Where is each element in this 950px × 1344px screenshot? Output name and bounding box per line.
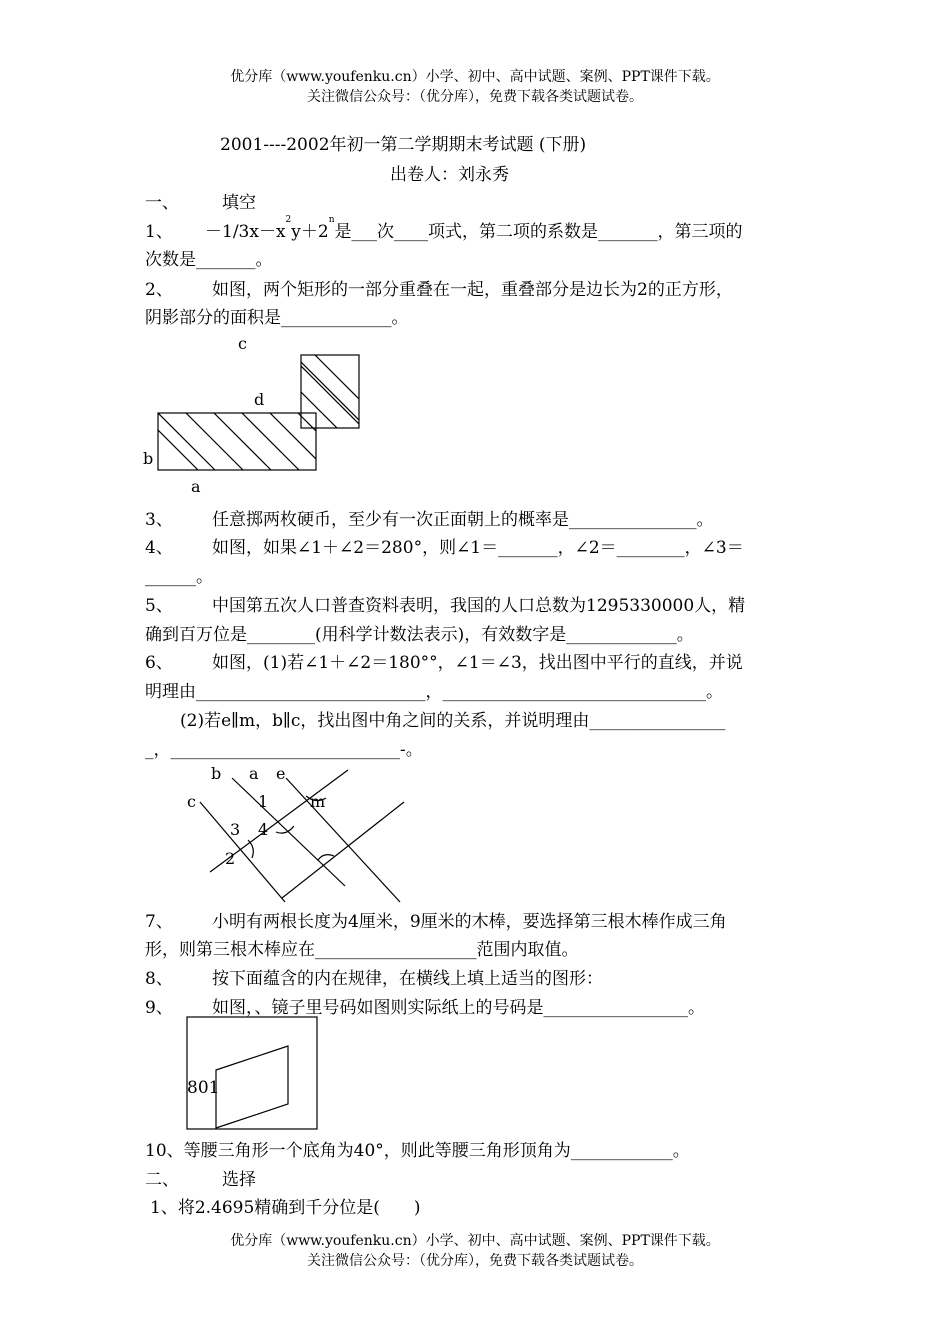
- angle-4-arc: [276, 826, 294, 833]
- q5-number: 5、: [145, 596, 173, 616]
- large-rectangle: [158, 413, 316, 470]
- q1-sup-a: 2: [285, 215, 292, 225]
- figure-intersecting-lines: [190, 760, 420, 910]
- fig2-label-a: a: [191, 477, 201, 496]
- header-line-2: 关注微信公众号：（优分库），免费下载各类试题试卷。: [307, 89, 643, 105]
- q5-line-1: 中国第五次人口普查资料表明，我国的人口总数为1295330000人，精: [212, 596, 746, 616]
- figure-overlapping-rectangles: [150, 350, 370, 475]
- fig6-label-m: m: [310, 792, 326, 811]
- q4-line-1: 如图，如果∠1＋∠2＝280°，则∠1＝_______，∠2＝________，∠3＝: [212, 538, 744, 558]
- q4-line-2: ______。: [145, 567, 213, 587]
- q7-line-1: 小明有两根长度为4厘米，9厘米的木棒，要选择第三根木棒作成三角: [212, 912, 727, 932]
- author-line: 出卷人：刘永秀: [390, 165, 509, 185]
- q2-number: 2、: [145, 280, 173, 300]
- q1-line-2: 次数是_______。: [145, 250, 273, 270]
- q1-term-b: y＋2: [291, 222, 329, 242]
- q10-text: 10、等腰三角形一个底角为40°，则此等腰三角形顶角为____________。: [145, 1141, 690, 1161]
- q8-text: 按下面蕴含的内在规律，在横线上填上适当的图形：: [212, 969, 603, 989]
- footer-line-1: 优分库（www.youfenku.cn）小学、初中、高中试题、案例、PPT课件下载。: [230, 1233, 720, 1249]
- q6-line-3: (2)若e∥m，b∥c，找出图中角之间的关系，并说明理由________________: [180, 711, 726, 731]
- q2-line-2: 阴影部分的面积是_____________。: [145, 308, 409, 328]
- q7-line-2: 形，则第三根木棒应在___________________范围内取值。: [145, 940, 579, 960]
- fig6-label-1: 1: [258, 792, 269, 811]
- q6-line-2: 明理由___________________________，_______________________________。: [145, 682, 723, 702]
- fig6-label-c: c: [187, 792, 196, 811]
- line-b: [232, 778, 345, 886]
- q1-sup-b: n: [328, 215, 335, 225]
- q1-term-a: －1/3x－x: [205, 222, 286, 242]
- figure-mirror: [184, 1014, 320, 1132]
- footer-line-2: 关注微信公众号：（优分库），免费下载各类试题试卷。: [307, 1253, 643, 1269]
- parallelogram: [216, 1046, 288, 1128]
- q1-text: [205, 217, 743, 242]
- page-title: 2001----2002年初一第二学期期末考试题 (下册): [220, 135, 587, 155]
- fig6-label-a: a: [249, 764, 259, 783]
- q6-number: 6、: [145, 653, 173, 673]
- q1-number: 1、: [145, 222, 173, 242]
- q1-term-c: 是___次____项式，第二项的系数是_______，第三项的: [334, 222, 743, 242]
- mirror-frame: [187, 1017, 317, 1129]
- fig2-label-c: c: [238, 334, 247, 353]
- fig6-label-b: b: [211, 764, 222, 783]
- q5-line-2: 确到百万位是________(用科学计数法表示)，有效数字是_____________。: [145, 625, 694, 645]
- q8-number: 8、: [145, 969, 173, 989]
- q6-line-4: _，___________________________-。: [145, 740, 423, 760]
- q3-text: 任意掷两枚硬币，至少有一次正面朝上的概率是_______________。: [212, 510, 714, 530]
- fig6-label-4: 4: [258, 820, 269, 839]
- s2-q1-text: 1、将2.4695精确到千分位是( ): [150, 1198, 421, 1218]
- fig6-label-3: 3: [230, 820, 241, 839]
- fig2-label-d: d: [254, 390, 265, 409]
- mirror-number: 801: [187, 1078, 220, 1098]
- section-2-label: 选择: [222, 1170, 256, 1190]
- fig6-label-e: e: [276, 764, 286, 783]
- q6-line-1: 如图，(1)若∠1＋∠2＝180°°，∠1＝∠3，找出图中平行的直线，并说: [212, 653, 743, 673]
- section-2-number: 二、: [145, 1170, 179, 1190]
- fig6-label-2: 2: [225, 849, 236, 868]
- fig2-label-b: b: [143, 449, 154, 468]
- q4-number: 4、: [145, 538, 173, 558]
- q7-number: 7、: [145, 912, 173, 932]
- section-1-number: 一、: [145, 193, 179, 213]
- q9-number: 9、: [145, 998, 173, 1018]
- q9-text: 如图，、镜子里号码如图则实际纸上的号码是_________________。: [212, 998, 705, 1018]
- q2-line-1: 如图，两个矩形的一部分重叠在一起，重叠部分是边长为2的正方形，: [212, 280, 733, 300]
- header-line-1: 优分库（www.youfenku.cn）小学、初中、高中试题、案例、PPT课件下载。: [230, 69, 720, 85]
- section-1-label: 填空: [222, 193, 256, 213]
- q3-number: 3、: [145, 510, 173, 530]
